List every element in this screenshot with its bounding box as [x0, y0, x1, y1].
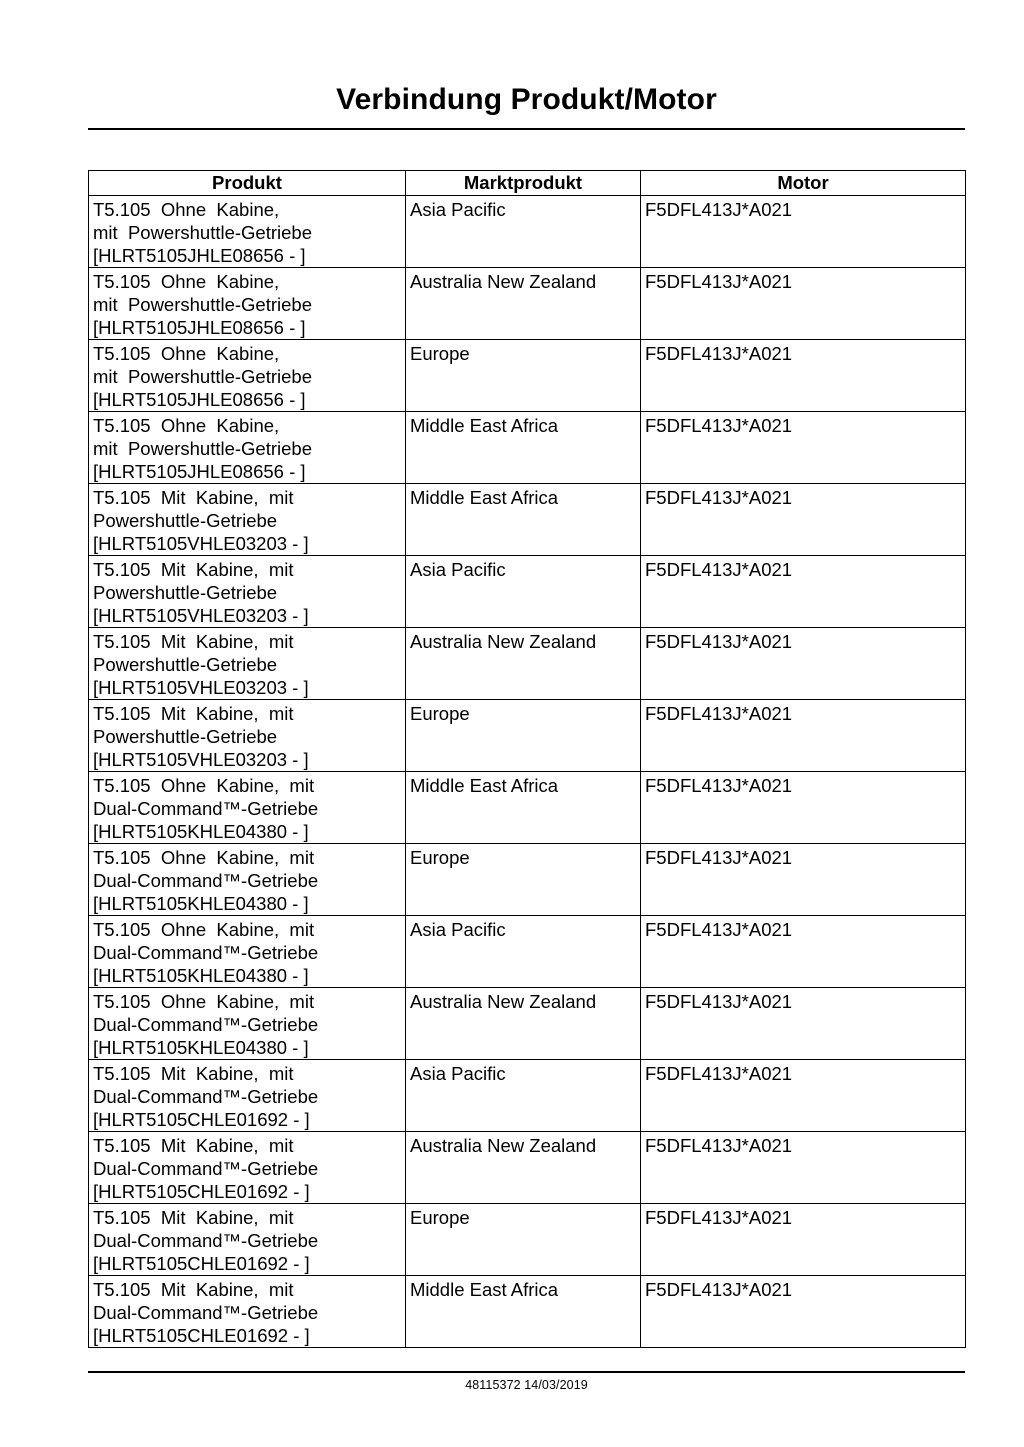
motor-wrap	[641, 772, 965, 797]
cell-marktprodukt	[406, 1276, 641, 1348]
produkt-text	[89, 484, 405, 555]
motor-text: F5DFL413J*A021	[645, 919, 793, 940]
page-title: Verbindung Produkt/Motor	[336, 83, 717, 116]
cell-marktprodukt	[406, 1132, 641, 1204]
produkt-line-2: Dual-Command™-Getriebe	[93, 1302, 319, 1323]
column-header-produkt: Produkt	[89, 171, 406, 196]
marktprodukt-text: Australia New Zealand	[410, 271, 597, 292]
marktprodukt-text: Middle East Africa	[410, 1279, 559, 1300]
produkt-line-2: Dual-Command™-Getriebe	[93, 870, 319, 891]
cell-produkt	[89, 1276, 406, 1348]
marktprodukt-wrap	[406, 988, 640, 1013]
produkt-text	[89, 772, 405, 843]
cell-motor	[641, 1276, 966, 1348]
motor-text: F5DFL413J*A021	[645, 199, 793, 220]
table-row	[89, 700, 966, 772]
table-row	[89, 1204, 966, 1276]
motor-text: F5DFL413J*A021	[645, 847, 793, 868]
marktprodukt-wrap	[406, 1276, 640, 1301]
table-row	[89, 484, 966, 556]
motor-wrap	[641, 196, 965, 221]
produkt-line-2: mit Powershuttle-Getriebe	[93, 366, 313, 387]
marktprodukt-wrap	[406, 700, 640, 725]
marktprodukt-text: Europe	[410, 1207, 470, 1228]
cell-marktprodukt	[406, 1204, 641, 1276]
motor-wrap	[641, 1060, 965, 1085]
cell-motor	[641, 340, 966, 412]
produkt-text	[89, 1060, 405, 1131]
cell-produkt	[89, 412, 406, 484]
column-header-motor: Motor	[641, 171, 966, 196]
produkt-line-3: [HLRT5105CHLE01692 - ]	[93, 1253, 310, 1274]
product-engine-table-container	[88, 170, 965, 1348]
table-row	[89, 1060, 966, 1132]
table-row	[89, 628, 966, 700]
table-row	[89, 340, 966, 412]
produkt-line-3: [HLRT5105JHLE08656 - ]	[93, 245, 306, 266]
produkt-line-3: [HLRT5105VHLE03203 - ]	[93, 533, 309, 554]
produkt-line-3: [HLRT5105VHLE03203 - ]	[93, 677, 309, 698]
cell-marktprodukt	[406, 1060, 641, 1132]
cell-motor	[641, 412, 966, 484]
marktprodukt-text: Middle East Africa	[410, 775, 559, 796]
produkt-line-2: Dual-Command™-Getriebe	[93, 1086, 319, 1107]
produkt-line-1: T5.105 Mit Kabine, mit	[93, 559, 294, 580]
marktprodukt-wrap	[406, 412, 640, 437]
motor-wrap	[641, 484, 965, 509]
marktprodukt-text: Middle East Africa	[410, 487, 559, 508]
cell-motor	[641, 484, 966, 556]
table-body	[89, 196, 966, 1348]
produkt-line-1: T5.105 Mit Kabine, mit	[93, 487, 294, 508]
produkt-text	[89, 1204, 405, 1275]
motor-wrap	[641, 916, 965, 941]
produkt-line-2: Powershuttle-Getriebe	[93, 726, 278, 747]
marktprodukt-wrap	[406, 844, 640, 869]
motor-text: F5DFL413J*A021	[645, 1063, 793, 1084]
marktprodukt-wrap	[406, 484, 640, 509]
marktprodukt-wrap	[406, 196, 640, 221]
produkt-line-2: Dual-Command™-Getriebe	[93, 798, 319, 819]
cell-marktprodukt	[406, 916, 641, 988]
cell-produkt	[89, 844, 406, 916]
cell-produkt	[89, 772, 406, 844]
produkt-line-1: T5.105 Mit Kabine, mit	[93, 1063, 294, 1084]
produkt-line-3: [HLRT5105JHLE08656 - ]	[93, 317, 306, 338]
cell-motor	[641, 1204, 966, 1276]
produkt-line-3: [HLRT5105KHLE04380 - ]	[93, 1037, 309, 1058]
marktprodukt-wrap	[406, 268, 640, 293]
cell-marktprodukt	[406, 628, 641, 700]
produkt-line-1: T5.105 Mit Kabine, mit	[93, 703, 294, 724]
produkt-line-1: T5.105 Ohne Kabine,	[93, 343, 280, 364]
produkt-line-2: Powershuttle-Getriebe	[93, 510, 278, 531]
cell-produkt	[89, 268, 406, 340]
produkt-text	[89, 916, 405, 987]
title-divider	[88, 128, 965, 130]
produkt-line-3: [HLRT5105JHLE08656 - ]	[93, 461, 306, 482]
produkt-line-3: [HLRT5105KHLE04380 - ]	[93, 965, 309, 986]
motor-text: F5DFL413J*A021	[645, 1135, 793, 1156]
marktprodukt-wrap	[406, 772, 640, 797]
produkt-line-1: T5.105 Ohne Kabine,	[93, 271, 280, 292]
motor-wrap	[641, 1132, 965, 1157]
cell-marktprodukt	[406, 268, 641, 340]
motor-text: F5DFL413J*A021	[645, 487, 793, 508]
cell-produkt	[89, 628, 406, 700]
cell-motor	[641, 916, 966, 988]
motor-text: F5DFL413J*A021	[645, 1207, 793, 1228]
cell-produkt	[89, 700, 406, 772]
marktprodukt-text: Asia Pacific	[410, 919, 506, 940]
footer-text: 48115372 14/03/2019	[465, 1378, 588, 1392]
cell-marktprodukt	[406, 556, 641, 628]
motor-wrap	[641, 1204, 965, 1229]
marktprodukt-wrap	[406, 1132, 640, 1157]
produkt-line-1: T5.105 Ohne Kabine, mit	[93, 847, 315, 868]
produkt-line-1: T5.105 Ohne Kabine,	[93, 199, 280, 220]
marktprodukt-wrap	[406, 1060, 640, 1085]
marktprodukt-text: Australia New Zealand	[410, 1135, 597, 1156]
produkt-line-1: T5.105 Mit Kabine, mit	[93, 1279, 294, 1300]
table-header-row	[89, 171, 966, 196]
cell-motor	[641, 628, 966, 700]
produkt-line-3: [HLRT5105KHLE04380 - ]	[93, 893, 309, 914]
produkt-line-3: [HLRT5105VHLE03203 - ]	[93, 605, 309, 626]
motor-wrap	[641, 1276, 965, 1301]
cell-produkt	[89, 484, 406, 556]
table-row	[89, 412, 966, 484]
cell-motor	[641, 1060, 966, 1132]
motor-wrap	[641, 412, 965, 437]
marktprodukt-wrap	[406, 628, 640, 653]
motor-wrap	[641, 268, 965, 293]
produkt-line-1: T5.105 Ohne Kabine, mit	[93, 775, 315, 796]
produkt-text	[89, 1132, 405, 1203]
marktprodukt-text: Australia New Zealand	[410, 991, 597, 1012]
column-header-marktprodukt: Marktprodukt	[406, 171, 641, 196]
table-row	[89, 772, 966, 844]
cell-produkt	[89, 340, 406, 412]
cell-motor	[641, 1132, 966, 1204]
produkt-line-2: Dual-Command™-Getriebe	[93, 1230, 319, 1251]
produkt-line-2: mit Powershuttle-Getriebe	[93, 294, 313, 315]
produkt-text	[89, 556, 405, 627]
motor-wrap	[641, 988, 965, 1013]
produkt-text	[89, 700, 405, 771]
produkt-line-2: mit Powershuttle-Getriebe	[93, 438, 313, 459]
motor-text: F5DFL413J*A021	[645, 415, 793, 436]
table-row	[89, 1276, 966, 1348]
produkt-text	[89, 196, 405, 267]
cell-marktprodukt	[406, 484, 641, 556]
marktprodukt-text: Europe	[410, 703, 470, 724]
produkt-text	[89, 988, 405, 1059]
table-row	[89, 196, 966, 268]
produkt-line-3: [HLRT5105CHLE01692 - ]	[93, 1325, 310, 1346]
cell-motor	[641, 268, 966, 340]
produkt-line-1: T5.105 Ohne Kabine, mit	[93, 919, 315, 940]
table-row	[89, 1132, 966, 1204]
produkt-line-3: [HLRT5105CHLE01692 - ]	[93, 1109, 310, 1130]
produkt-line-2: mit Powershuttle-Getriebe	[93, 222, 313, 243]
motor-text: F5DFL413J*A021	[645, 703, 793, 724]
table-row	[89, 844, 966, 916]
cell-motor	[641, 556, 966, 628]
cell-motor	[641, 196, 966, 268]
produkt-line-3: [HLRT5105KHLE04380 - ]	[93, 821, 309, 842]
cell-marktprodukt	[406, 844, 641, 916]
cell-marktprodukt	[406, 772, 641, 844]
footer-divider	[88, 1371, 965, 1373]
motor-wrap	[641, 556, 965, 581]
cell-produkt	[89, 1132, 406, 1204]
motor-text: F5DFL413J*A021	[645, 991, 793, 1012]
cell-produkt	[89, 916, 406, 988]
produkt-line-1: T5.105 Mit Kabine, mit	[93, 1135, 294, 1156]
cell-produkt	[89, 556, 406, 628]
cell-marktprodukt	[406, 196, 641, 268]
marktprodukt-text: Australia New Zealand	[410, 631, 597, 652]
produkt-line-3: [HLRT5105JHLE08656 - ]	[93, 389, 306, 410]
marktprodukt-text: Europe	[410, 847, 470, 868]
produkt-line-2: Dual-Command™-Getriebe	[93, 1014, 319, 1035]
table-row	[89, 268, 966, 340]
cell-produkt	[89, 196, 406, 268]
motor-wrap	[641, 700, 965, 725]
cell-produkt	[89, 1060, 406, 1132]
produkt-line-3: [HLRT5105VHLE03203 - ]	[93, 749, 309, 770]
produkt-text	[89, 412, 405, 483]
cell-motor	[641, 772, 966, 844]
marktprodukt-text: Middle East Africa	[410, 415, 559, 436]
cell-marktprodukt	[406, 988, 641, 1060]
product-engine-table	[88, 170, 966, 1348]
marktprodukt-wrap	[406, 1204, 640, 1229]
marktprodukt-text: Asia Pacific	[410, 1063, 506, 1084]
produkt-line-1: T5.105 Ohne Kabine,	[93, 415, 280, 436]
cell-marktprodukt	[406, 700, 641, 772]
cell-produkt	[89, 988, 406, 1060]
produkt-line-1: T5.105 Mit Kabine, mit	[93, 1207, 294, 1228]
marktprodukt-wrap	[406, 916, 640, 941]
motor-text: F5DFL413J*A021	[645, 1279, 793, 1300]
motor-wrap	[641, 844, 965, 869]
produkt-text	[89, 844, 405, 915]
cell-motor	[641, 844, 966, 916]
cell-motor	[641, 988, 966, 1060]
motor-text: F5DFL413J*A021	[645, 775, 793, 796]
produkt-line-2: Dual-Command™-Getriebe	[93, 942, 319, 963]
marktprodukt-text: Asia Pacific	[410, 559, 506, 580]
motor-text: F5DFL413J*A021	[645, 559, 793, 580]
produkt-line-3: [HLRT5105CHLE01692 - ]	[93, 1181, 310, 1202]
marktprodukt-wrap	[406, 556, 640, 581]
produkt-text	[89, 340, 405, 411]
table-header	[89, 171, 966, 196]
motor-wrap	[641, 628, 965, 653]
produkt-line-2: Dual-Command™-Getriebe	[93, 1158, 319, 1179]
produkt-line-1: T5.105 Mit Kabine, mit	[93, 631, 294, 652]
motor-text: F5DFL413J*A021	[645, 343, 793, 364]
produkt-text	[89, 1276, 405, 1347]
cell-marktprodukt	[406, 340, 641, 412]
marktprodukt-text: Asia Pacific	[410, 199, 506, 220]
table-row	[89, 556, 966, 628]
produkt-line-2: Powershuttle-Getriebe	[93, 654, 278, 675]
motor-text: F5DFL413J*A021	[645, 271, 793, 292]
table-row	[89, 988, 966, 1060]
marktprodukt-text: Europe	[410, 343, 470, 364]
produkt-line-2: Powershuttle-Getriebe	[93, 582, 278, 603]
cell-marktprodukt	[406, 412, 641, 484]
cell-produkt	[89, 1204, 406, 1276]
cell-motor	[641, 700, 966, 772]
table-row	[89, 916, 966, 988]
motor-text: F5DFL413J*A021	[645, 631, 793, 652]
produkt-line-1: T5.105 Ohne Kabine, mit	[93, 991, 315, 1012]
produkt-text	[89, 628, 405, 699]
motor-wrap	[641, 340, 965, 365]
marktprodukt-wrap	[406, 340, 640, 365]
produkt-text	[89, 268, 405, 339]
